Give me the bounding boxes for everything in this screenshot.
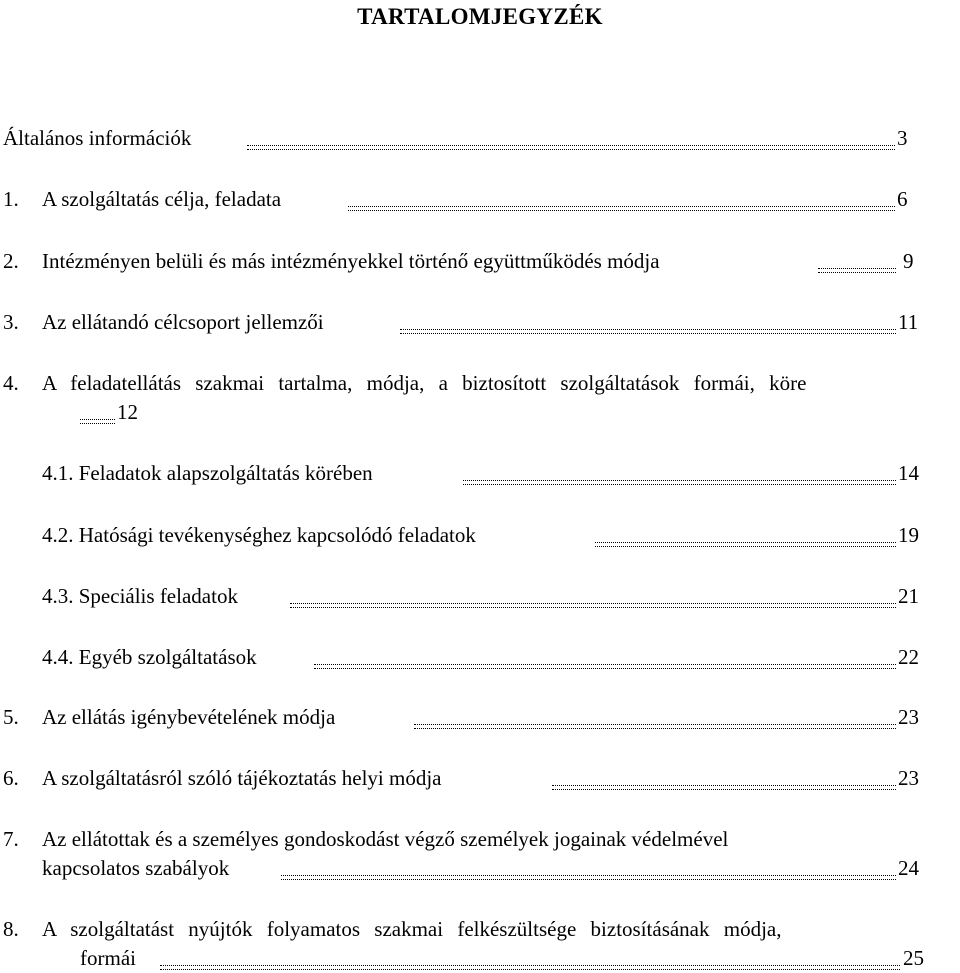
toc-entry[interactable] xyxy=(0,763,960,793)
toc-entry-page: 24 xyxy=(898,856,919,880)
toc-entry-page: 9 xyxy=(903,249,914,273)
toc-entry-title: A feladatellátás szakmai tartalma, módja, a biztosított szolgáltatások formái, köre xyxy=(42,371,807,395)
toc-entry-page: 19 xyxy=(898,523,919,547)
toc-entry-title: 4.4. Egyéb szolgáltatások xyxy=(42,645,257,669)
toc-entry-title: Intézményen belüli és más intézményekkel történő együttműködés módja xyxy=(42,249,660,273)
toc-entry[interactable] xyxy=(0,520,960,550)
dot-leader xyxy=(348,206,895,211)
dot-leader xyxy=(290,603,896,608)
toc-entry-page: 11 xyxy=(898,310,919,334)
toc-entry-number: 3. xyxy=(3,310,19,334)
dot-leader xyxy=(818,268,896,273)
toc-entry-page: 23 xyxy=(898,705,919,729)
toc-entry-number: 8. xyxy=(3,917,19,941)
toc-entry-title: Az ellátás igénybevételének módja xyxy=(42,705,336,729)
toc-entry-title: Az ellátottak és a személyes gondoskodást végző személyek jogainak védelmével xyxy=(42,827,729,851)
toc-entry-page: 12 xyxy=(117,400,138,424)
toc-entry[interactable] xyxy=(0,307,960,337)
toc-entry-number: 4. xyxy=(3,371,19,395)
toc-entry-title: A szolgáltatásról szóló tájékoztatás helyi módja xyxy=(42,766,442,790)
dot-leader xyxy=(463,480,896,485)
toc-entry-page: 21 xyxy=(898,584,919,608)
toc-entry[interactable] xyxy=(0,368,960,398)
toc-entry-number: 2. xyxy=(3,249,19,273)
dot-leader xyxy=(80,419,115,424)
dot-leader xyxy=(314,664,896,669)
toc-entry-title: A szolgáltatás célja, feladata xyxy=(42,187,282,211)
toc-entry-page: 22 xyxy=(898,645,919,669)
toc-entry-title: 4.2. Hatósági tevékenységhez kapcsolódó feladatok xyxy=(42,523,476,547)
toc-entry[interactable] xyxy=(0,642,960,672)
toc-entry-continuation[interactable] xyxy=(0,397,960,427)
toc-entry-number: 6. xyxy=(3,766,19,790)
dot-leader xyxy=(281,875,896,880)
toc-entry-page: 6 xyxy=(897,187,908,211)
page-title: TARTALOMJEGYZÉK xyxy=(357,4,603,29)
toc-entry-page: 14 xyxy=(898,461,919,485)
toc-entry[interactable] xyxy=(0,123,960,153)
toc-entry[interactable] xyxy=(0,824,960,854)
toc-entry-number: 5. xyxy=(3,705,19,729)
toc-entry[interactable] xyxy=(0,246,960,276)
toc-entry-title: A szolgáltatást nyújtók folyamatos szakmai felkészültsége biztosításának módja, xyxy=(42,917,782,941)
toc-entry[interactable] xyxy=(0,458,960,488)
toc-entry-continuation[interactable] xyxy=(0,943,960,973)
toc-entry-title-cont: kapcsolatos szabályok xyxy=(42,856,230,880)
toc-entry-page: 23 xyxy=(898,766,919,790)
dot-leader xyxy=(414,724,896,729)
toc-entry-number: 1. xyxy=(3,187,19,211)
toc-entry-title-cont: formái xyxy=(80,946,136,970)
toc-entry[interactable] xyxy=(0,914,960,944)
toc-entry[interactable] xyxy=(0,581,960,611)
toc-entry-title: 4.1. Feladatok alapszolgáltatás körében xyxy=(42,461,373,485)
toc-entry-title: Az ellátandó célcsoport jellemzői xyxy=(42,310,324,334)
toc-entry-page: 25 xyxy=(903,946,924,970)
dot-leader xyxy=(552,785,896,790)
toc-entry[interactable] xyxy=(0,702,960,732)
toc-entry-page: 3 xyxy=(897,126,908,150)
dot-leader xyxy=(247,145,895,150)
dot-leader xyxy=(400,329,896,334)
toc-entry-number: 7. xyxy=(3,827,19,851)
toc-entry[interactable] xyxy=(0,184,960,214)
toc-entry-title: Általános információk xyxy=(3,126,192,150)
dot-leader xyxy=(595,542,896,547)
toc-entry-continuation[interactable] xyxy=(0,853,960,883)
toc-entry-title: 4.3. Speciális feladatok xyxy=(42,584,238,608)
